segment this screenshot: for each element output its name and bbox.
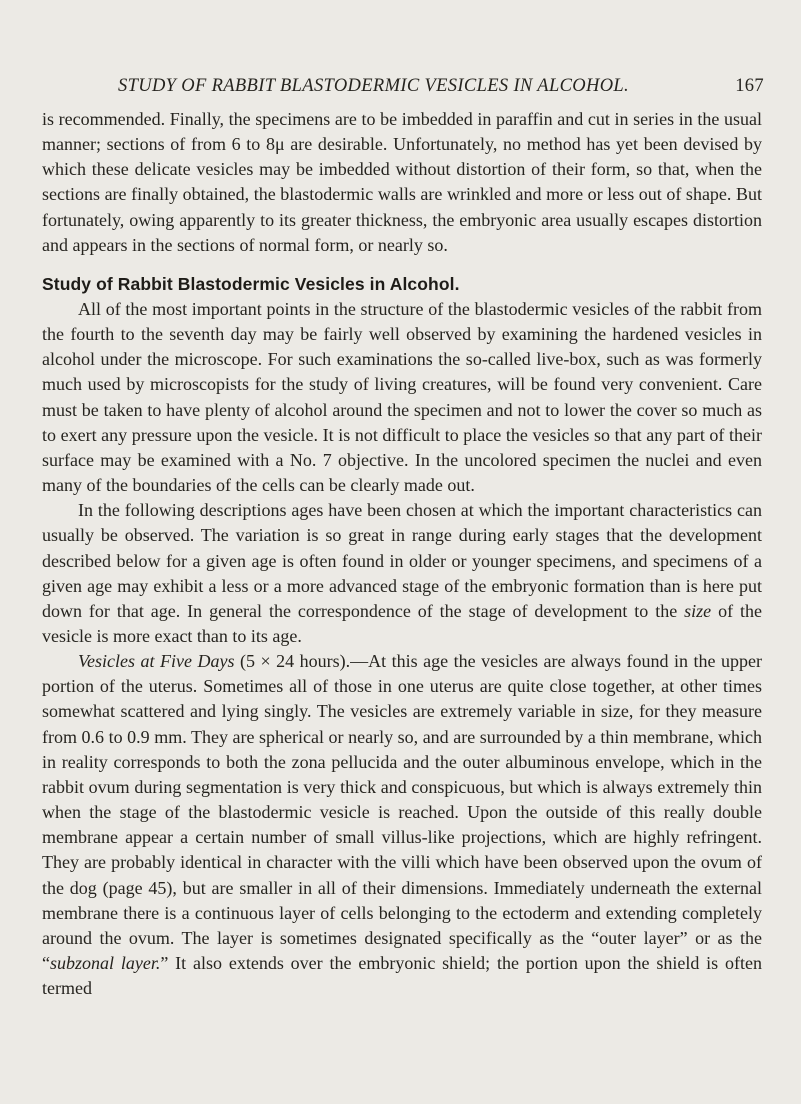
running-head-title: STUDY OF RABBIT BLASTODERMIC VESICLES IN ALCOHOL. [118, 76, 630, 96]
running-head [52, 76, 764, 100]
paragraph-five-days-text-b: ” It also extends over the embryonic shield; the portion upon the shield is often termed [42, 953, 762, 999]
size-emphasis: size [684, 600, 712, 621]
paragraph-descriptions-ages [42, 498, 762, 649]
paragraph-descriptions-text-a: In the following descriptions ages have been chosen at which the important characteristics can usually be observed. The variation is so great in range during early stages that the development described below for a given age is often found in older or younger specimens, and specimens of a given age may exhibit a less or a more advanced stage of the embryonic formation than is here put down for that age. In general the correspondence of the stage of development to the [42, 500, 762, 621]
paragraph-alcohol-study: All of the most important points in the structure of the blastodermic vesicles of the rabbit from the fourth to the seventh day may be fairly well observed by examining the hardened vesicles in alcohol under the microscope. For such examinations the so-called live-box, such as was formerly much used by microscopists for the study of living creatures, will be found very convenient. Care must be taken to have plenty of alcohol around the specimen and not to lower the cover so much as to exert any pressure upon the vesicle. It is not difficult to place the vesicles so that any part of their surface may be examined with a No. 7 objective. In the uncolored specimen the nuclei and even many of the boundaries of the cells can be clearly made out. [42, 298, 762, 496]
paragraph-five-days-text-a: (5 × 24 hours).—At this age the vesicles are always found in the upper portion of the uterus. Sometimes all of those in one uterus are quite close together, at other times somewhat scattered and lying singly. The vesicles are extremely variable in size, for they measure from 0.6 to 0.9 mm. They are spherical or nearly so, and are surrounded by a thin membrane, which in reality corresponds to both the zona pellucida and the outer albuminous envelope, which in the rabbit ovum during segmentation is very thick and conspicuous, but which is always extremely thin when the stage of the blastodermic vesicle is reached. Upon the outside of this really double membrane appear a certain number of small villus-like projections, which are highly refringent. They are probably identical in character with the villi which have been observed upon the ovum of the dog (page 45), but are smaller in all of their dimensions. Immediately underneath the external membrane there is a continuous layer of cells belonging to the ectoderm and extending completely around the ovum. The layer is sometimes designated specifically as the “outer layer” or as the “ [42, 651, 762, 973]
subzonal-layer-emphasis: subzonal layer. [50, 953, 161, 973]
five-days-subheading: Vesicles at Five Days [78, 651, 235, 672]
section-heading: Study of Rabbit Blastodermic Vesicles in Alcohol. [42, 273, 460, 294]
paragraph-imbedding: is recommended. Finally, the specimens are to be imbedded in paraffin and cut in series in the usual manner; sections of from 6 to 8μ are desirable. Unfortunately, no method has yet been devised by which these delicate vesicles may be imbedded without distortion of their form, so that, when the sections are finally obtained, the blastodermic walls are wrinkled and more or less out of shape. But fortunately, owing apparently to its greater thickness, the embryonic area usually escapes distortion and appears in the sections of normal form, or nearly so. [42, 109, 762, 255]
page-number: 167 [735, 76, 764, 96]
paragraph-five-days [42, 649, 762, 1001]
body-text [42, 107, 762, 1001]
paragraph-descriptions-text-b: of the vesicle is more exact than to its age. [42, 600, 762, 646]
